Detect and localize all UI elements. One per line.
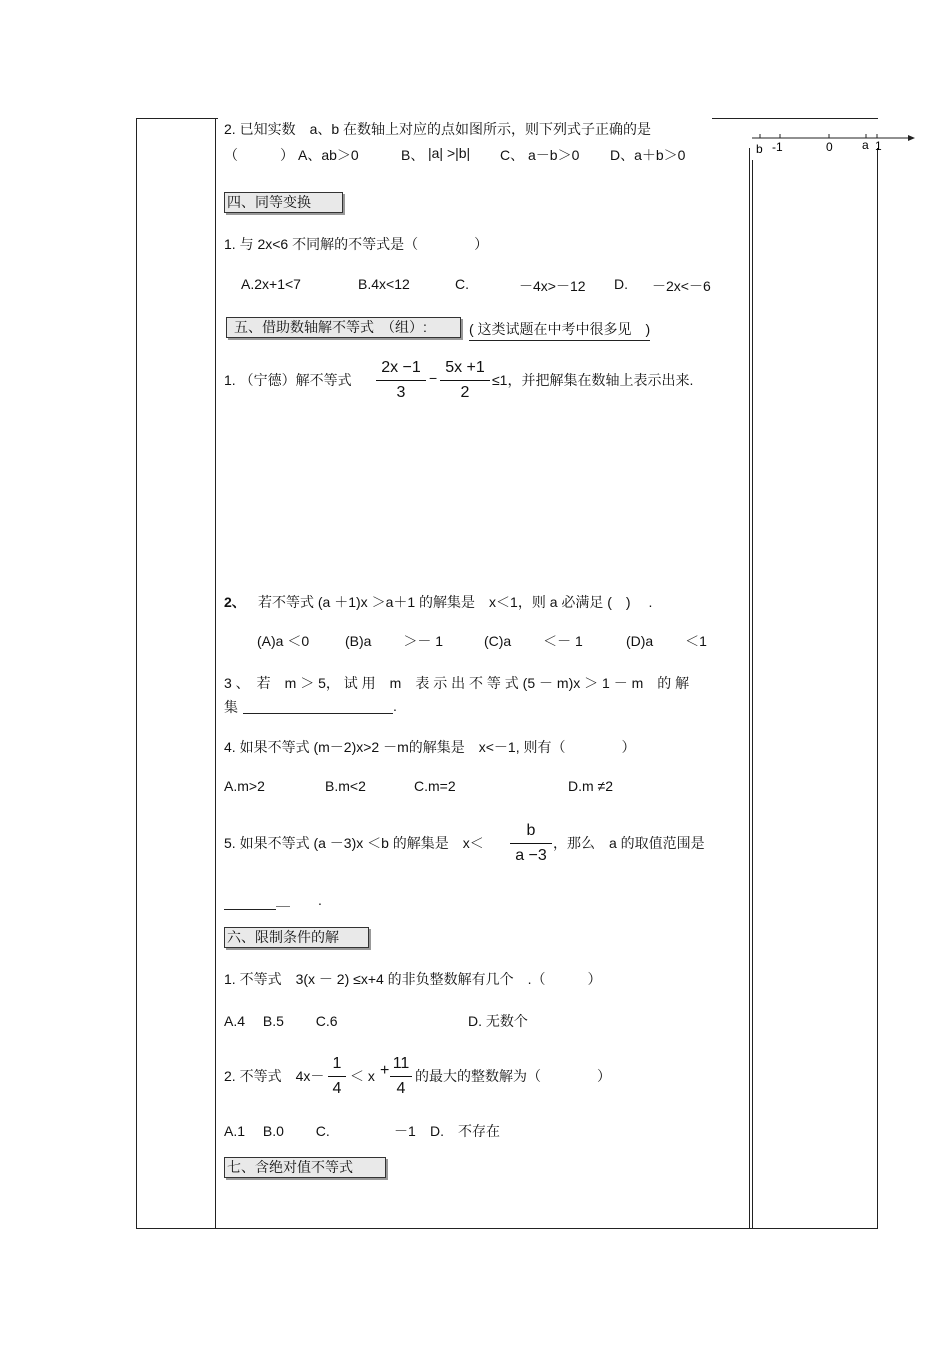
section-5-note: ( 这类试题在中考中很多见 )	[469, 319, 650, 341]
sec5-q1-fraction-2	[440, 359, 490, 402]
sec5-q5-suffix: ，那么 a 的取值范围是	[553, 835, 705, 851]
q2-top-paren: （ ）	[224, 147, 294, 163]
table-bottom-border	[136, 1228, 878, 1229]
table-left-border	[136, 118, 137, 1229]
q2-top-stem: 2. 已知实数 a、b 在数轴上对应的点如图所示，则下列式子正确的是	[224, 121, 652, 137]
fraction-denominator: a −3	[515, 847, 547, 864]
table-top-border	[136, 118, 218, 119]
sec5-q2-stem: 若不等式 (a ＋1)x ＞a＋1 的解集是 x＜1，则 a 必满足 ( ) .	[258, 594, 653, 610]
sec6-q1-stem: 1. 不等式 3(x － 2) ≤x+4 的非负整数解有几个 .（ ）	[224, 971, 602, 987]
table-col-divider-2	[749, 148, 750, 1229]
section-6-heading: 六、限制条件的解	[224, 927, 369, 948]
fraction-numerator: 5x +1	[445, 359, 485, 376]
fraction-denominator: 4	[396, 1080, 406, 1097]
sec5-q5-blank-tail: ＿ .	[276, 892, 322, 908]
table-col-divider-1	[215, 118, 216, 1229]
sec6-q2-fraction-2	[390, 1055, 412, 1098]
sec4-q1-stem: 1. 与 2x<6 不同解的不等式是（ ）	[224, 236, 489, 252]
number-line-label-1: 1	[875, 139, 882, 153]
number-line-label-a: a	[862, 138, 869, 152]
sec6-q2-options: A.1 B.0 C.	[224, 1123, 330, 1139]
sec5-q2-option-d: (D)a ＜1	[626, 633, 707, 649]
sec5-q1-prefix: 1. （宁德）解不等式	[224, 372, 352, 388]
q2-top-option-b-expr: |a| >|b|	[428, 145, 471, 161]
sec5-q2-number: 2、	[224, 594, 246, 610]
sec5-q3-stem-line2: 集	[224, 699, 238, 715]
section-7-heading: 七、含绝对值不等式	[224, 1157, 386, 1178]
sec6-q2-fraction-1	[328, 1055, 346, 1098]
sec4-q1-option-c-value: －4x>－12	[519, 278, 586, 294]
number-line-label-0: 0	[826, 140, 833, 154]
sec6-q1-option-d: D. 无数个	[468, 1013, 528, 1029]
fraction-numerator: 1	[332, 1055, 342, 1072]
sec6-q1-options: A.4 B.5 C.6	[224, 1013, 338, 1029]
sec4-q1-option-c-label: C.	[455, 276, 469, 292]
sec5-q4-option-d: D.m ≠2	[568, 778, 614, 794]
number-line-label-minus1: -1	[772, 140, 783, 154]
sec5-q3-stem: 3 、 若 m ＞ 5， 试 用 m 表 示 出 不 等 式 (5 － m)x ＞ 1 － m 的 解	[224, 675, 690, 691]
sec4-q1-option-d-label: D.	[614, 276, 628, 292]
sec6-q2-option-d: D. 不存在	[430, 1123, 500, 1139]
sec6-q2-suffix: 的最大的整数解为（ ）	[415, 1068, 611, 1084]
q2-top-option-d: D、a＋b＞0	[610, 147, 686, 163]
sec5-q1-fraction-1	[376, 359, 426, 402]
sec5-q1-suffix: ≤1，并把解集在数轴上表示出来.	[492, 372, 694, 388]
sec6-q2-plus: +	[380, 1062, 390, 1079]
table-right-border	[877, 148, 878, 1229]
number-line-label-b: b	[756, 142, 763, 156]
sec5-q4-option-a: A.m>2	[224, 778, 265, 794]
sec5-q5-answer-blank	[224, 890, 322, 910]
sec5-q2-option-c: (C)a ＜－ 1	[484, 633, 583, 649]
table-top-border-right	[712, 118, 878, 119]
sec6-q2-option-c-value: －1	[394, 1123, 416, 1139]
fraction-denominator: 4	[332, 1080, 342, 1097]
sec5-q1-minus: −	[429, 370, 438, 386]
sec4-q1-option-b: B.4x<12	[358, 276, 410, 292]
q2-top-option-c: C、 a－b＞0	[500, 147, 580, 163]
sec5-q2-option-b: (B)a ＞－ 1	[345, 633, 444, 649]
fraction-numerator: 11	[392, 1055, 410, 1072]
sec5-q4-option-b: B.m<2	[325, 778, 366, 794]
fraction-denominator: 3	[396, 384, 406, 401]
sec5-q4-stem: 4. 如果不等式 (m－2)x>2 －m的解集是 x<－1, 则有（ ）	[224, 739, 636, 755]
sec5-q3-answer-blank: .	[243, 697, 397, 714]
fraction-denominator: 2	[460, 384, 470, 401]
fraction-numerator: b	[526, 822, 536, 839]
number-line-figure	[750, 128, 920, 164]
sec5-q5-fraction	[510, 822, 552, 865]
sec5-q2-option-a: (A)a ＜0	[257, 633, 310, 649]
sec5-q4-option-c: C.m=2	[414, 778, 456, 794]
section-5-heading: 五、借助数轴解不等式 （组）:	[226, 317, 461, 338]
section-4-heading: 四、同等变换	[224, 192, 343, 213]
fraction-numerator: 2x −1	[381, 359, 421, 376]
sec4-q1-option-d-value: －2x<－6	[652, 278, 711, 294]
q2-top-option-b-label: B、	[401, 147, 425, 163]
sec5-q5-prefix: 5. 如果不等式 (a －3)x ＜b 的解集是 x＜	[224, 835, 484, 851]
sec6-q2-prefix: 2. 不等式 4x－	[224, 1068, 325, 1084]
q2-top-option-a: A、ab＞0	[298, 147, 359, 163]
sec4-q1-option-a: A.2x+1<7	[241, 276, 301, 292]
table-col-divider-3	[752, 160, 753, 1229]
sec6-q2-middle: ＜ x	[350, 1068, 375, 1084]
